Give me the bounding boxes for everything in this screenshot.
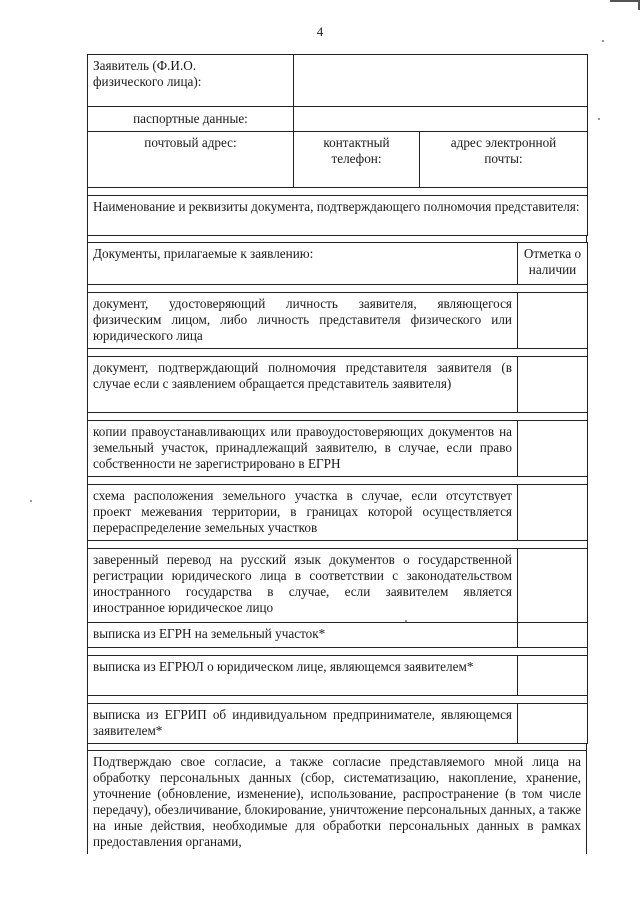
document-mark-cell[interactable] [518, 656, 588, 696]
representative-doc-label[interactable]: Наименование и реквизиты документа, подтверждающего полномочия представителя: [88, 196, 588, 236]
document-mark-cell[interactable] [518, 623, 588, 648]
phone-label: контактный телефон: [294, 132, 420, 188]
postal-address-label: почтовый адрес: [88, 132, 294, 188]
mark-header: Отметка о наличии [518, 243, 588, 285]
document-mark-cell[interactable] [518, 549, 588, 623]
scan-speck [30, 500, 32, 502]
documents-header: Документы, прилагаемые к заявлению: [88, 243, 518, 285]
scan-speck [602, 40, 604, 42]
document-item: схема расположения земельного участка в случае, если отсутствует проект межевания территории, в границах которой осуществляется перераспределение земельных участков [88, 485, 518, 541]
consent-text: Подтверждаю свое согласие, а также согласие представляемого мной лица на обработку персональных данных (сбор, систематизацию, накопление, хранение, уточнение (обновление, изменение), использование, распространение (в том числе передачу), обезличивание, блокирование, уничтожение персональных данных, а также на иные действия, необходимые для обработки персональных данных в рамках предоставления органами, [88, 751, 587, 855]
document-mark-cell[interactable] [518, 421, 588, 477]
applicant-name-field[interactable] [294, 55, 588, 107]
applicant-table [87, 54, 588, 236]
applicant-name-label: Заявитель (Ф.И.О. физического лица): [88, 55, 294, 107]
document-item: документ, удостоверяющий личность заявителя, являющегося физическим лицом, либо личность представителя физического или юридического лица [88, 293, 518, 349]
document-mark-cell[interactable] [518, 704, 588, 744]
scan-speck [598, 118, 600, 120]
document-item: выписка из ЕГРН на земельный участок* [88, 623, 518, 648]
document-mark-cell[interactable] [518, 357, 588, 413]
documents-table [87, 242, 588, 744]
application-form [87, 54, 587, 854]
email-label: адрес электронной почты: [420, 132, 588, 188]
document-item: заверенный перевод на русский язык документов о государственной регистрации юридического лица в соответствии с законодательством иностранного государства в случае, если заявителем является иностранное юридическое лицо [88, 549, 518, 623]
document-item: выписка из ЕГРИП об индивидуальном предпринимателе, являющемся заявителем* [88, 704, 518, 744]
consent-table [87, 750, 587, 854]
page-number: 4 [316, 24, 324, 39]
document-mark-cell[interactable] [518, 293, 588, 349]
document-item: выписка из ЕГРЮЛ о юридическом лице, являющемся заявителем* [88, 656, 518, 696]
document-item: копии правоустанавливающих или правоудостоверяющих документов на земельный участок, принадлежащий заявителю, в случае, если право собственности не зарегистрировано в ЕГРН [88, 421, 518, 477]
document-item: документ, подтверждающий полномочия представителя заявителя (в случае если с заявлением обращается представитель заявителя) [88, 357, 518, 413]
passport-field[interactable] [294, 107, 588, 132]
document-mark-cell[interactable] [518, 485, 588, 541]
passport-label: паспортные данные: [88, 107, 294, 132]
scan-corner-mark [610, 0, 640, 10]
